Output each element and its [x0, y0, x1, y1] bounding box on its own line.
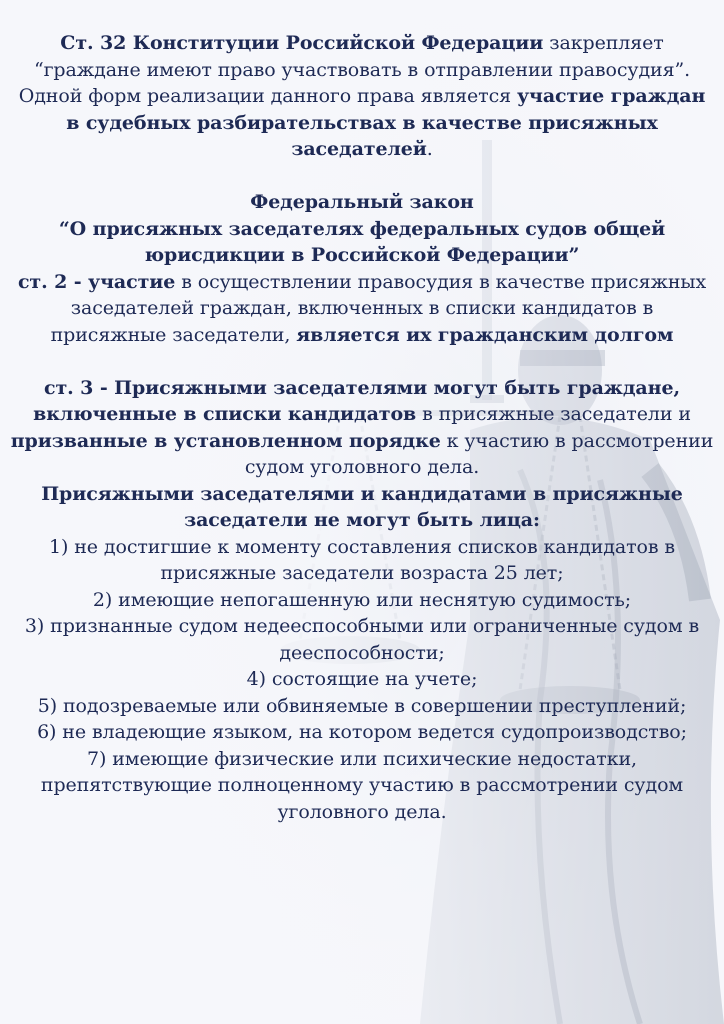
- list-item: 1) не достигшие к моменту составления списков кандидатов в присяжные заседатели возраста 25 лет;: [49, 535, 675, 584]
- article-2-paragraph: [0, 269, 724, 349]
- list-item: 7) имеющие физические или психические недостатки, препятствующие полноценному участию в рассмотрении судом уголовного дела.: [40, 747, 684, 823]
- jury-participation-period: .: [426, 138, 433, 160]
- article-3-bold-2: призванные в установленном порядке: [10, 429, 441, 452]
- ineligible-persons-heading: Присяжными заседателями и кандидатами в присяжные заседатели не могут быть лица:: [41, 482, 683, 531]
- article-2-bold: является их гражданским долгом: [296, 323, 674, 346]
- federal-law-heading: Федеральный закон: [250, 191, 474, 213]
- document-body: [0, 30, 724, 825]
- article-2-text: в осуществлении правосудия в качестве присяжных заседателей граждан, включенных в списки кандидатов в присяжные заседатели,: [50, 270, 707, 346]
- list-item: 4) состоящие на учете;: [246, 668, 478, 690]
- jury-participation-bold: участие граждан в судебных разбирательствах в качестве присяжных заседателей: [66, 85, 706, 160]
- spacer: [0, 348, 724, 375]
- spacer: [0, 163, 724, 190]
- list-item: 2) имеющие непогашенную или неснятую судимость;: [92, 588, 632, 611]
- article-3-text-2: к участию в рассмотрении судом уголовного дела.: [244, 429, 714, 478]
- article-3-paragraph: [0, 375, 724, 481]
- jury-participation-paragraph: [0, 83, 724, 163]
- article-32-text: закрепляет “граждане имеют право участвовать в отправлении правосудия”.: [33, 32, 691, 81]
- jury-participation-text: Одной форм реализации данного права является: [18, 85, 517, 107]
- article-32-title: Ст. 32 Конституции Российской Федерации: [60, 32, 544, 54]
- article-2-label: ст. 2 - участие: [17, 270, 176, 293]
- federal-law-name: “О присяжных заседателях федеральных судов общей юрисдикции в Российской Федерации”: [58, 217, 666, 266]
- article-3-text-1: в присяжные заседатели и: [416, 403, 691, 425]
- article-32-paragraph: [0, 30, 724, 83]
- list-item: 3) признанные судом недееспособными или ограниченные судом в дееспособности;: [24, 615, 700, 664]
- list-item: 5) подозреваемые или обвиняемые в совершении преступлений;: [37, 694, 687, 717]
- article-3-bold-1: ст. 3 - Присяжными заседателями могут быть граждане, включенные в списки кандидатов: [33, 376, 680, 425]
- list-item: 6) не владеющие языком, на котором ведется судопроизводство;: [37, 721, 687, 743]
